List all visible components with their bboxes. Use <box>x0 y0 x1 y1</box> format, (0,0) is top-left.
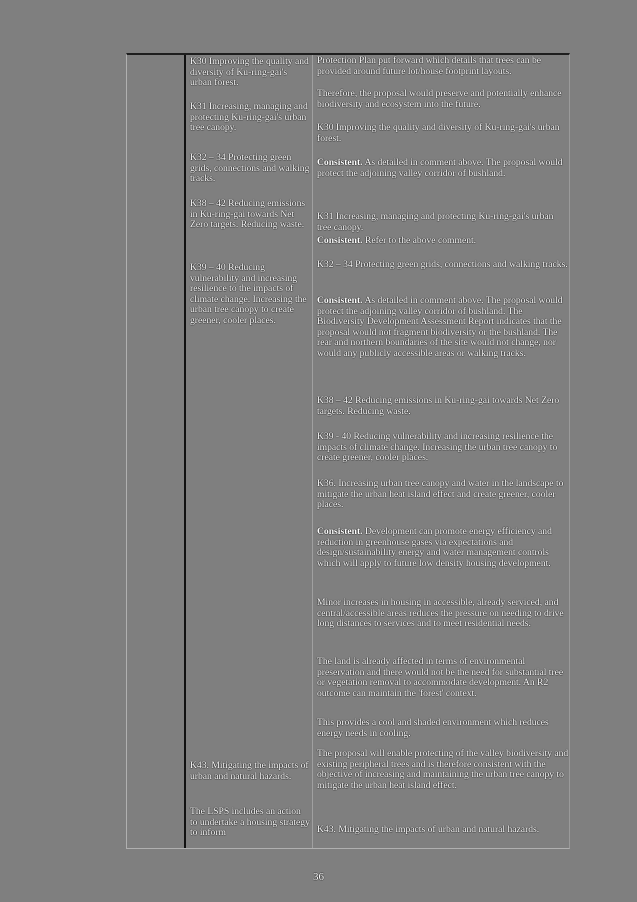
comment-paragraph: Minor increases in housing in accessible, already serviced, and central/accessible areas reduces the pressure on needing to drive long distances to services and to meet residential needs. <box>317 597 564 630</box>
objective-k30: K30 Improving the quality and diversity of Ku-ring-gai's urban forest. <box>190 56 309 89</box>
comment-paragraph: K32 – 34 Protecting green grids, connections and walking tracks. <box>317 259 568 270</box>
table-column-blank <box>127 55 186 848</box>
objective-k38-42: K38 – 42 Reducing emissions in Ku-ring-gai towards Net Zero targets. Reducing waste. <box>190 198 306 231</box>
comment-paragraph: Consistent. Refer to the above comment. <box>317 235 477 246</box>
comment-paragraph: The proposal will enable protecting of the valley biodiversity and existing peripheral trees and is therefore consistent with the objective of increasing and maintaining the urban tree canopy to mitigate the urban heat island effect. <box>317 748 569 791</box>
comment-paragraph: The land is already affected in terms of environmental preservation and there would not be the need for substantial tree or vegetation removal to accommodate development. An R2 outcome can maintain the 'forest' context. <box>317 656 564 699</box>
consistent-label: Consistent. <box>317 295 363 306</box>
comment-paragraph: K31 Increasing, managing and protecting Ku-ring-gai's urban tree canopy. <box>317 211 554 233</box>
table-column-comments <box>313 55 569 848</box>
consistent-label: Consistent. <box>317 157 363 168</box>
consistent-label: Consistent. <box>317 235 363 246</box>
comment-paragraph: K36. Increasing urban tree canopy and water in the landscape to mitigate the urban heat island effect and create greener, cooler places. <box>317 478 564 511</box>
consistent-label: Consistent. <box>317 526 363 537</box>
planning-consistency-table <box>126 53 570 849</box>
table-column-objectives <box>186 55 313 848</box>
objective-k43: K43. Mitigating the impacts of urban and natural hazards. <box>190 760 309 782</box>
objective-k39-40: K39 – 40 Reducing vulnerability and increasing resilience to the impacts of climate change. Increasing the urban tree canopy to create greener, cooler places. <box>190 262 307 326</box>
comment-paragraph: K43. Mitigating the impacts of urban and natural hazards. <box>317 824 540 835</box>
page-number: 36 <box>313 871 324 883</box>
comment-paragraph: This provides a cool and shaded environment which reduces energy needs in cooling. <box>317 717 549 739</box>
comment-paragraph: Therefore, the proposal would preserve and potentially enhance biodiversity and ecosystem into the future. <box>317 88 562 110</box>
comment-paragraph: Protection Plan put forward which details that trees can be provided around future lot/house footprint layouts. <box>317 55 542 77</box>
comment-paragraph: Consistent. As detailed in comment above. The proposal would protect the adjoining valley corridor of bushland. <box>317 157 563 179</box>
comment-paragraph: Consistent. Development can promote energy efficiency and reduction in greenhouse gases via expectations and design/sustainability energy and water management controls which will apply to future low density housing development. <box>317 526 552 569</box>
comment-paragraph: K39 - 40 Reducing vulnerability and increasing resilience the impacts of climate change. Increasing the urban tree canopy to create greener, cooler places. <box>317 431 558 464</box>
objective-k32-34: K32 – 34 Protecting green grids, connections and walking tracks. <box>190 152 310 185</box>
objective-k31: K31 Increasing, managing and protecting Ku-ring-gai's urban tree canopy. <box>190 101 308 134</box>
comment-paragraph: Consistent. As detailed in comment above. The proposal would protect the adjoining valley corridor of bushland. The Biodiversity Development Assessment Report indicates that the proposal would not fragment biodiversity or the bushland. The rear and northern boundaries of the site would not change, nor would any publicly accessible areas or walking tracks. <box>317 295 563 359</box>
lsps-housing-strategy-note: The LSPS includes an action to undertake a housing strategy to inform <box>190 806 310 839</box>
comment-paragraph: K30 Improving the quality and diversity of Ku-ring-gai's urban forest. <box>317 122 560 144</box>
comment-paragraph: K38 – 42 Reducing emissions in Ku-ring-gai towards Net Zero targets. Reducing waste. <box>317 395 560 417</box>
